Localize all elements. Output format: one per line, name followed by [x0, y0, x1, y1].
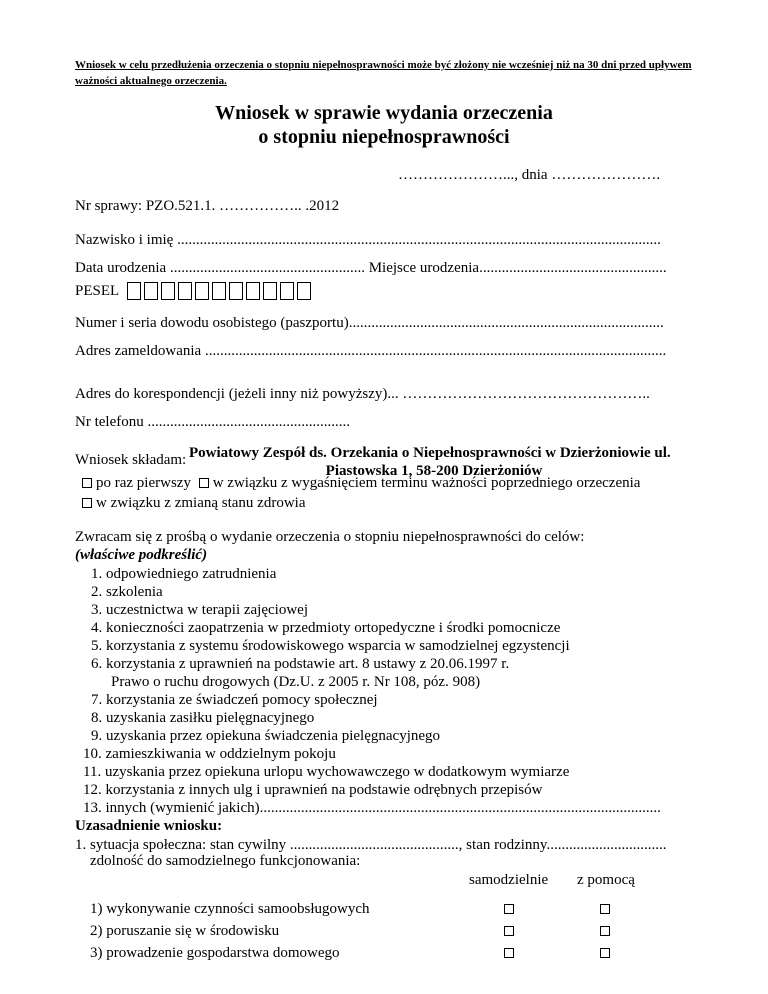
- pesel-digit-box[interactable]: [127, 282, 141, 300]
- checkbox-self[interactable]: [504, 926, 514, 936]
- social-situation-field[interactable]: 1. sytuacja społeczna: stan cywilny ............................................., stan rodzinny................................: [75, 837, 667, 853]
- pesel-label: PESEL: [75, 283, 120, 299]
- pesel-digit-box[interactable]: [161, 282, 175, 300]
- ability-label: zdolność do samodzielnego funkcjonowania:: [90, 853, 361, 869]
- checkbox-help[interactable]: [600, 926, 610, 936]
- form-title-line2: o stopniu niepełnosprawności: [258, 126, 510, 148]
- pesel-digit-box[interactable]: [229, 282, 243, 300]
- pesel-digit-box[interactable]: [297, 282, 311, 300]
- purpose-item[interactable]: 2. szkolenia: [91, 584, 163, 600]
- purpose-item[interactable]: 7. korzystania ze świadczeń pomocy społecznej: [91, 692, 378, 708]
- column-header-self: samodzielnie: [469, 872, 549, 888]
- date-line[interactable]: …………………..., dnia ………………….: [398, 167, 661, 183]
- pesel-digit-box[interactable]: [144, 282, 158, 300]
- purpose-item[interactable]: 11. uzyskania przez opiekuna urlopu wychowawczego w dodatkowym wymiarze: [83, 764, 570, 780]
- purpose-hint: (właściwe podkreślić): [75, 547, 208, 563]
- pesel-digit-box[interactable]: [263, 282, 277, 300]
- submit-options-row1: [82, 474, 640, 492]
- purpose-item[interactable]: 3. uczestnictwa w terapii zajęciowej: [91, 602, 308, 618]
- checkbox-expiry[interactable]: [199, 478, 209, 488]
- option-first-time-label: po raz pierwszy: [96, 475, 191, 491]
- purpose-item[interactable]: 12. korzystania z innych ulg i uprawnień na podstawie odrębnych przepisów: [83, 782, 543, 798]
- pesel-row: [75, 282, 314, 300]
- checkbox-health-change[interactable]: [82, 498, 92, 508]
- pesel-digit-box[interactable]: [212, 282, 226, 300]
- id-document-field[interactable]: Numer i seria dowodu osobistego (paszportu)....................................................................................: [75, 315, 664, 331]
- purpose-item[interactable]: 8. uzyskania zasiłku pielęgnacyjnego: [91, 710, 315, 726]
- purpose-item[interactable]: 13. innych (wymienić jakich)...........................................................................................................: [83, 800, 661, 816]
- column-header-help: z pomocą: [577, 872, 635, 888]
- authority-line1: Powiatowy Zespół ds. Orzekania o Niepełnosprawności w Dzierżoniowie ul.: [189, 445, 671, 461]
- option-health-change-label: w związku z zmianą stanu zdrowia: [96, 495, 306, 511]
- phone-field[interactable]: Nr telefonu ......................................................: [75, 414, 350, 430]
- submit-label: Wniosek składam:: [75, 452, 187, 468]
- authority-line2: Piastowska 1, 58-200 Dzierżoniów: [325, 463, 543, 479]
- checkbox-help[interactable]: [600, 904, 610, 914]
- case-number[interactable]: Nr sprawy: PZO.521.1. …………….. .2012: [75, 198, 340, 214]
- purpose-item-continuation: Prawo o ruchu drogowych (Dz.U. z 2005 r. Nr 108, póz. 908): [111, 674, 481, 690]
- ability-row-label: 2) poruszanie się w środowisku: [90, 923, 280, 939]
- pesel-digit-box[interactable]: [195, 282, 209, 300]
- pesel-boxes[interactable]: [127, 282, 314, 300]
- purpose-item[interactable]: 1. odpowiedniego zatrudnienia: [91, 566, 277, 582]
- checkbox-self[interactable]: [504, 904, 514, 914]
- checkbox-self[interactable]: [504, 948, 514, 958]
- option-expiry-label: w związku z wygaśnięciem terminu ważności poprzedniego orzeczenia: [212, 475, 641, 491]
- purpose-item[interactable]: 10. zamieszkiwania w oddzielnym pokoju: [83, 746, 336, 762]
- purpose-item[interactable]: 5. korzystania z systemu środowiskowego wsparcia w samodzielnej egzystencji: [91, 638, 570, 654]
- submit-options-row2: [82, 494, 306, 512]
- purpose-item[interactable]: 6. korzystania z uprawnień na podstawie art. 8 ustawy z 20.06.1997 r.: [91, 656, 510, 672]
- address-field[interactable]: Adres zameldowania ...........................................................................................................................: [75, 343, 667, 359]
- purpose-item[interactable]: 4. konieczności zaopatrzenia w przedmioty ortopedyczne i środki pomocnicze: [91, 620, 561, 636]
- birth-field[interactable]: Data urodzenia .................................................... Miejsce urodzenia..................................................: [75, 260, 667, 276]
- name-field[interactable]: Nazwisko i imię .................................................................................................................................: [75, 232, 661, 248]
- correspondence-field[interactable]: Adres do korespondencji (jeżeli inny niż powyższy)... …………………………………………..: [75, 386, 650, 402]
- checkbox-first-time[interactable]: [82, 478, 92, 488]
- pesel-digit-box[interactable]: [280, 282, 294, 300]
- justification-heading: Uzasadnienie wniosku:: [75, 818, 223, 834]
- ability-row-label: 1) wykonywanie czynności samoobsługowych: [90, 901, 370, 917]
- purpose-item[interactable]: 9. uzyskania przez opiekuna świadczenia pielęgnacyjnego: [91, 728, 441, 744]
- checkbox-help[interactable]: [600, 948, 610, 958]
- form-title-line1: Wniosek w sprawie wydania orzeczenia: [215, 102, 553, 124]
- pesel-digit-box[interactable]: [178, 282, 192, 300]
- deadline-note: Wniosek w celu przedłużenia orzeczenia o stopniu niepełnosprawności może być złożony nie wcześniej niż na 30 dni przed upływem ważności aktualnego orzeczenia.: [75, 59, 692, 87]
- pesel-digit-box[interactable]: [246, 282, 260, 300]
- ability-row-label: 3) prowadzenie gospodarstwa domowego: [90, 945, 340, 961]
- purpose-intro: Zwracam się z prośbą o wydanie orzeczenia o stopniu niepełnosprawności do celów:: [75, 529, 585, 545]
